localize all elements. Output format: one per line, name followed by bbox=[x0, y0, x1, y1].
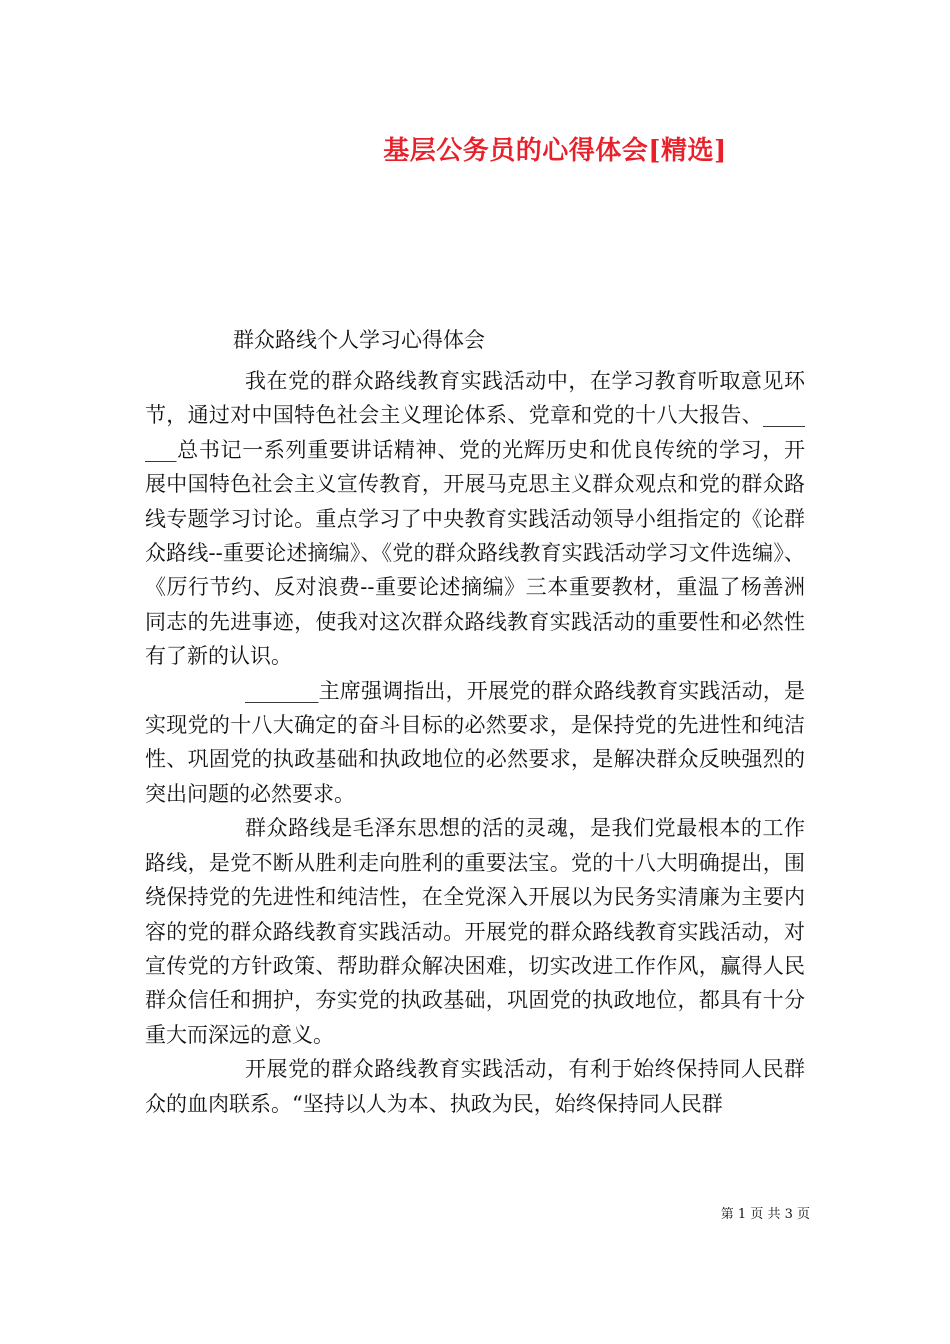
paragraph-4: 开展党的群众路线教育实践活动，有利于始终保持同人民群众的血肉联系。“坚持以人为本、执政为民，始终保持同人民群 bbox=[145, 1057, 805, 1116]
document-title: 基层公务员的心得体会[精选] bbox=[383, 136, 727, 166]
page-number-footer: 第 1 页 共 3 页 bbox=[720, 1207, 810, 1222]
paragraph-3: 群众路线是毛泽东思想的活的灵魂，是我们党最根本的工作路线，是党不断从胜利走向胜利的重要法宝。党的十八大明确提出，围绕保持党的先进性和纯洁性，在全党深入开展以为民务实清廉为主要内容的党的群众路线教育实践活动。开展党的群众路线教育实践活动，对宣传党的方针政策、帮助群众解决困难，切实改进工作作风，赢得人民群众信任和拥护，夯实党的执政基础，巩固党的执政地位，都具有十分重大而深远的意义。 bbox=[145, 816, 805, 1047]
paragraph-1: 我在党的群众路线教育实践活动中，在学习教育听取意见环节，通过对中国特色社会主义理论体系、党章和党的十八大报告、_______总书记一系列重要讲话精神、党的光辉历史和优良传统的学习，开展中国特色社会主义宣传教育，开展马克思主义群众观点和党的群众路线专题学习讨论。重点学习了中央教育实践活动领导小组指定的《论群众路线--重要论述摘编》、《党的群众路线教育实践活动学习文件选编》、《厉行节约、反对浪费--重要论述摘编》三本重要教材，重温了杨善洲同志的先进事迹，使我对这次群众路线教育实践活动的重要性和必然性有了新的认识。 bbox=[145, 369, 805, 669]
paragraph-2: _______主席强调指出，开展党的群众路线教育实践活动，是实现党的十八大确定的奋斗目标的必然要求，是保持党的先进性和纯洁性、巩固党的执政基础和执政地位的必然要求，是解决群众反映强烈的突出问题的必然要求。 bbox=[145, 678, 805, 806]
section-subheading: 群众路线个人学习心得体会 bbox=[233, 328, 485, 352]
document-body bbox=[145, 364, 805, 1121]
